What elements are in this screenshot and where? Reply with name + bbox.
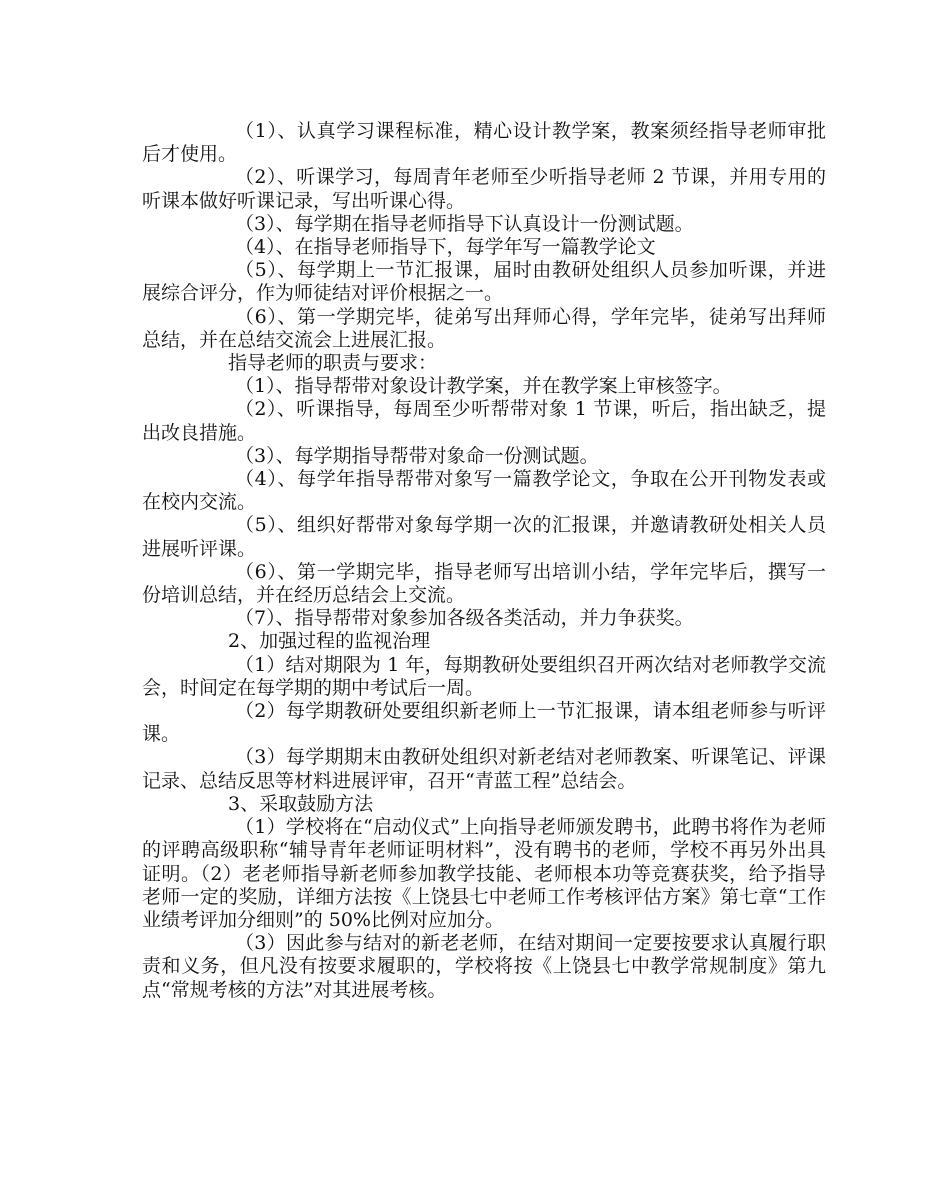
paragraph-mentor-1: （1）、指导帮带对象设计教学案，并在教学案上审核签字。 [235, 375, 732, 398]
document-page [142, 120, 826, 1002]
paragraph-mentee-4: （4）、在指导老师指导下，每学年写一篇教学论文 [235, 236, 656, 259]
paragraph-supervision-2: （2）每学期教研处要组织新老师上一节汇报课，请本组老师参与听评课。 [142, 700, 826, 746]
paragraph-mentor-4: （4）、每学年指导帮带对象写一篇教学论文，争取在公开刊物发表或在校内交流。 [142, 468, 826, 514]
paragraph-mentee-5: （5）、每学期上一节汇报课，届时由教研处组织人员参加听课，并进展综合评分，作为师徒结对评价根据之一。 [142, 259, 826, 305]
paragraph-mentor-5: （5）、组织好帮带对象每学期一次的汇报课，并邀请教研处相关人员进展听评课。 [142, 514, 826, 560]
paragraph-mentee-2: （2）、听课学习，每周青年老师至少听指导老师 2 节课，并用专用的听课本做好听课记录，写出听课心得。 [142, 166, 826, 212]
paragraph-mentee-6: （6）、第一学期完毕，徒弟写出拜师心得，学年完毕，徒弟写出拜师总结，并在总结交流会上进展汇报。 [142, 305, 826, 351]
paragraph-incentives-1: （1）学校将在“启动仪式”上向指导老师颁发聘书，此聘书将作为老师的评聘高级职称“辅导青年老师证明材料”，没有聘书的老师，学校不再另外出具证明。（2）老老师指导新老师参加教学技能、老师根本功等竞赛获奖，给予指导老师一定的奖励，详细方法按《上饶县七中老师工作考核评估方案》第七章“工作业绩考评加分细则”的 50%比例对应加分。 [142, 816, 826, 931]
section-heading-mentor-duties: 指导老师的职责与要求： [228, 352, 438, 375]
paragraph-incentives-3: （3）因此参与结对的新老老师，在结对期间一定要按要求认真履行职责和义务，但凡没有按要求履职的，学校将按《上饶县七中教学常规制度》第九点“常规考核的方法”对其进展考核。 [142, 932, 826, 1001]
paragraph-mentor-3: （3）、每学期指导帮带对象命一份测试题。 [235, 444, 599, 467]
section-heading-incentives: 3、采取鼓励方法 [228, 792, 374, 815]
paragraph-mentor-2: （2）、听课指导，每周至少听帮带对象 1 节课，听后，指出缺乏，提出改良措施。 [142, 398, 826, 444]
paragraph-mentee-3: （3）、每学期在指导老师指导下认真设计一份测试题。 [235, 212, 694, 235]
paragraph-mentee-1: （1）、认真学习课程标准，精心设计教学案，教案须经指导老师审批后才使用。 [142, 120, 826, 166]
section-heading-supervision: 2、加强过程的监视治理 [228, 630, 431, 653]
paragraph-supervision-3: （3）每学期期末由教研处组织对新老结对老师教案、听课笔记、评课记录、总结反思等材料进展评审，召开“青蓝工程”总结会。 [142, 746, 826, 792]
paragraph-mentor-6: （6）、第一学期完毕，指导老师写出培训小结，学年完毕后，撰写一份培训总结，并在经历总结会上交流。 [142, 560, 826, 607]
paragraph-mentor-7: （7）、指导帮带对象参加各级各类活动，并力争获奖。 [235, 607, 694, 630]
paragraph-supervision-1: （1）结对期限为 1 年，每期教研处要组织召开两次结对老师教学交流会，时间定在每学期的期中考试后一周。 [142, 653, 826, 699]
